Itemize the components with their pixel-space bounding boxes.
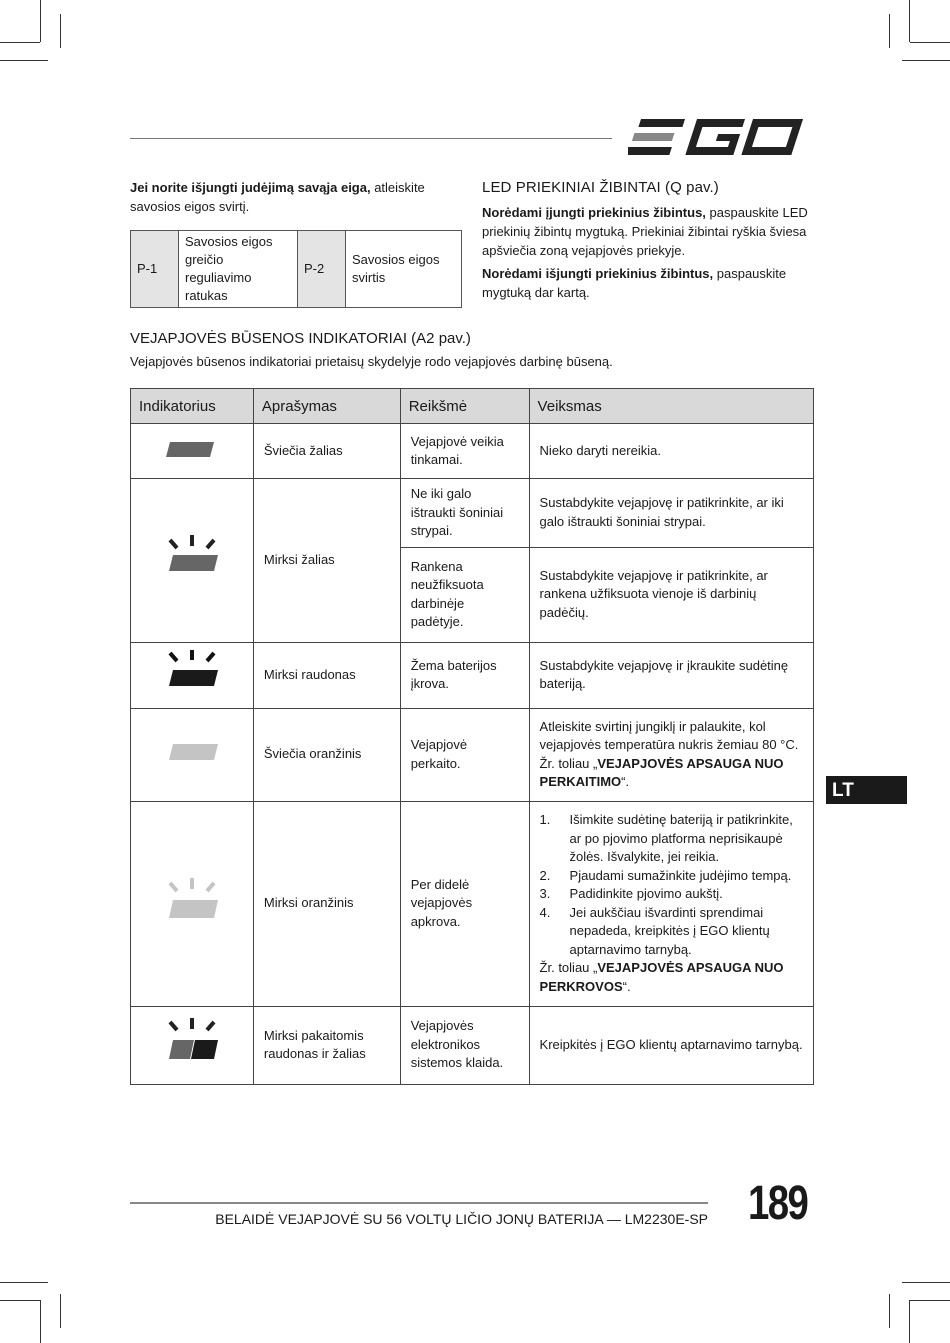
crop-mark [909,0,910,42]
table-row [131,642,814,708]
solid-orange-indicator-icon [162,737,222,767]
row-action: Sustabdykite vejapjovę ir patikrinkite, ar rankena užfiksuota vienoje iš darbinių padėčių. [529,547,813,642]
intro-bold: Jei norite išjungti judėjimą savąja eiga, [130,180,371,195]
crop-mark [902,60,950,61]
parts-label-p1: Savosios eigos greičio reguliavimo ratukas [179,231,298,308]
row-action: Sustabdykite vejapjovę ir patikrinkite, ar iki galo ištraukti šoniniai strypai. [529,479,813,548]
header-description: Aprašymas [253,389,400,424]
row-meaning: Vejapjovė veikia tinkamai. [400,424,529,479]
indicator-cell [131,801,254,1006]
led-on-bold: Norėdami įjungti priekinius žibintus, [482,205,706,220]
page-number: 189 [748,1177,808,1230]
parts-key-p1: P-1 [131,231,179,308]
row-description: Mirksi raudonas [253,642,400,708]
row-action [529,801,813,1006]
led-on-text: paspauskite LED priekinių žibintų mygtuką. Priekiniai žibintai ryškia šviesa apšviečia zoną vejapjovės priekyje. [482,205,808,258]
crop-mark [0,42,40,43]
indicator-cell [131,424,254,479]
row-meaning: Per didelė vejapjovės apkrova. [400,801,529,1006]
alternating-red-green-indicator-icon [162,1017,222,1067]
status-table [130,388,814,1085]
crop-mark [0,1282,48,1283]
led-section [482,178,812,306]
parts-key-p2: P-2 [298,231,346,308]
indicator-cell [131,1006,254,1084]
list-item: 4. Jei aukščiau išvardinti sprendimai nepadeda, kreipkitės į EGO klientų aptarnavimo tarnybą. [539,904,770,957]
crop-mark [40,1300,41,1343]
table-row [131,708,814,801]
intro-text: atleiskite savosios eigos svirtį. [130,180,425,214]
crop-mark [60,14,61,48]
action-reference: VEJAPJOVĖS APSAUGA NUO PERKROVOS [539,960,784,994]
row-description: Mirksi žalias [253,479,400,643]
ego-logo [628,116,812,161]
crop-mark [60,1294,61,1328]
footer-rule [130,1202,708,1204]
row-action: Kreipkitės į EGO klientų aptarnavimo tarnybą. [529,1006,813,1084]
row-meaning: Ne iki galo ištraukti šoniniai strypai. [400,479,529,548]
row-meaning: Vejapjovė perkaito. [400,708,529,801]
row-description: Mirksi pakaitomis raudonas ir žalias [253,1006,400,1084]
crop-mark [902,1282,950,1283]
crop-mark [40,0,41,42]
row-meaning: Žema baterijos įkrova. [400,642,529,708]
action-steps [540,811,803,959]
row-description: Mirksi oranžinis [253,801,400,1006]
row-meaning: Vejapjovės elektronikos sistemos klaida. [400,1006,529,1084]
blinking-green-indicator-icon [162,533,222,583]
list-item: 1. Išimkite sudėtinę bateriją ir patikrinkite, ar po pjovimo platforma neprisikaupė žolės. Išvalykite, jei reikia. [539,812,793,864]
header-action: Veiksmas [529,389,813,424]
indicator-cell [131,642,254,708]
self-propel-intro [130,178,460,216]
footer-text: BELAIDĖ VEJAPJOVĖ SU 56 VOLTŲ LIČIO JONŲ BATERIJA — LM2230E-SP [215,1211,708,1227]
table-row [131,479,814,548]
row-action: Nieko daryti nereikia. [529,424,813,479]
language-tab: LT [826,776,907,804]
solid-green-indicator-icon [162,433,222,463]
status-header-row [131,389,814,424]
blinking-red-indicator-icon [162,650,222,694]
header-meaning: Reikšmė [400,389,529,424]
row-description: Šviečia oranžinis [253,708,400,801]
table-row [131,424,814,479]
row-action: Sustabdykite vejapjovę ir įkraukite sudėtinę bateriją. [529,642,813,708]
status-title: VEJAPJOVĖS BŪSENOS INDIKATORIAI (A2 pav.) [130,330,471,347]
list-item: 3. Padidinkite pjovimo aukštį. [539,886,723,901]
action-reference: VEJAPJOVĖS APSAUGA NUO PERKAITIMO [539,755,784,789]
crop-mark [909,1300,910,1343]
crop-mark [889,1294,890,1328]
indicator-cell [131,708,254,801]
header-indicator: Indikatorius [131,389,254,424]
led-title: LED PRIEKINIAI ŽIBINTAI (Q pav.) [482,179,719,196]
blinking-orange-indicator-icon [162,876,222,926]
crop-mark [0,60,48,61]
action-text: Atleiskite svirtinį jungiklį ir palaukite, kol vejapjovės temperatūra nukris žemiau 80 °C. Žr. toliau „ [539,718,799,771]
row-meaning: Rankena neužfiksuota darbinėje padėtyje. [400,547,529,642]
parts-label-p2: Savosios eigos svirtis [346,231,462,308]
led-off-bold: Norėdami išjungti priekinius žibintus, [482,266,714,281]
crop-mark [0,1300,40,1301]
table-row [131,801,814,1006]
action-text-end: “. [621,774,630,789]
list-item: 2. Pjaudami sumažinkite judėjimo tempą. [539,867,792,883]
indicator-cell [131,479,254,643]
crop-mark [910,42,950,43]
parts-table [130,230,462,308]
action-reference-line: Žr. toliau „VEJAPJOVĖS APSAUGA NUO PERKROVOS“. [539,960,784,994]
led-off-text: paspauskite mygtuką dar kartą. [482,266,787,300]
crop-mark [910,1300,950,1301]
status-subtitle: Vejapjovės būsenos indikatoriai prietaisų skydelyje rodo vejapjovės darbinę būseną. [130,354,613,369]
header-rule [130,138,612,139]
crop-mark [889,14,890,48]
row-action [529,708,813,801]
ego-logo-graphic [628,116,812,158]
table-row [131,1006,814,1084]
row-description: Šviečia žalias [253,424,400,479]
